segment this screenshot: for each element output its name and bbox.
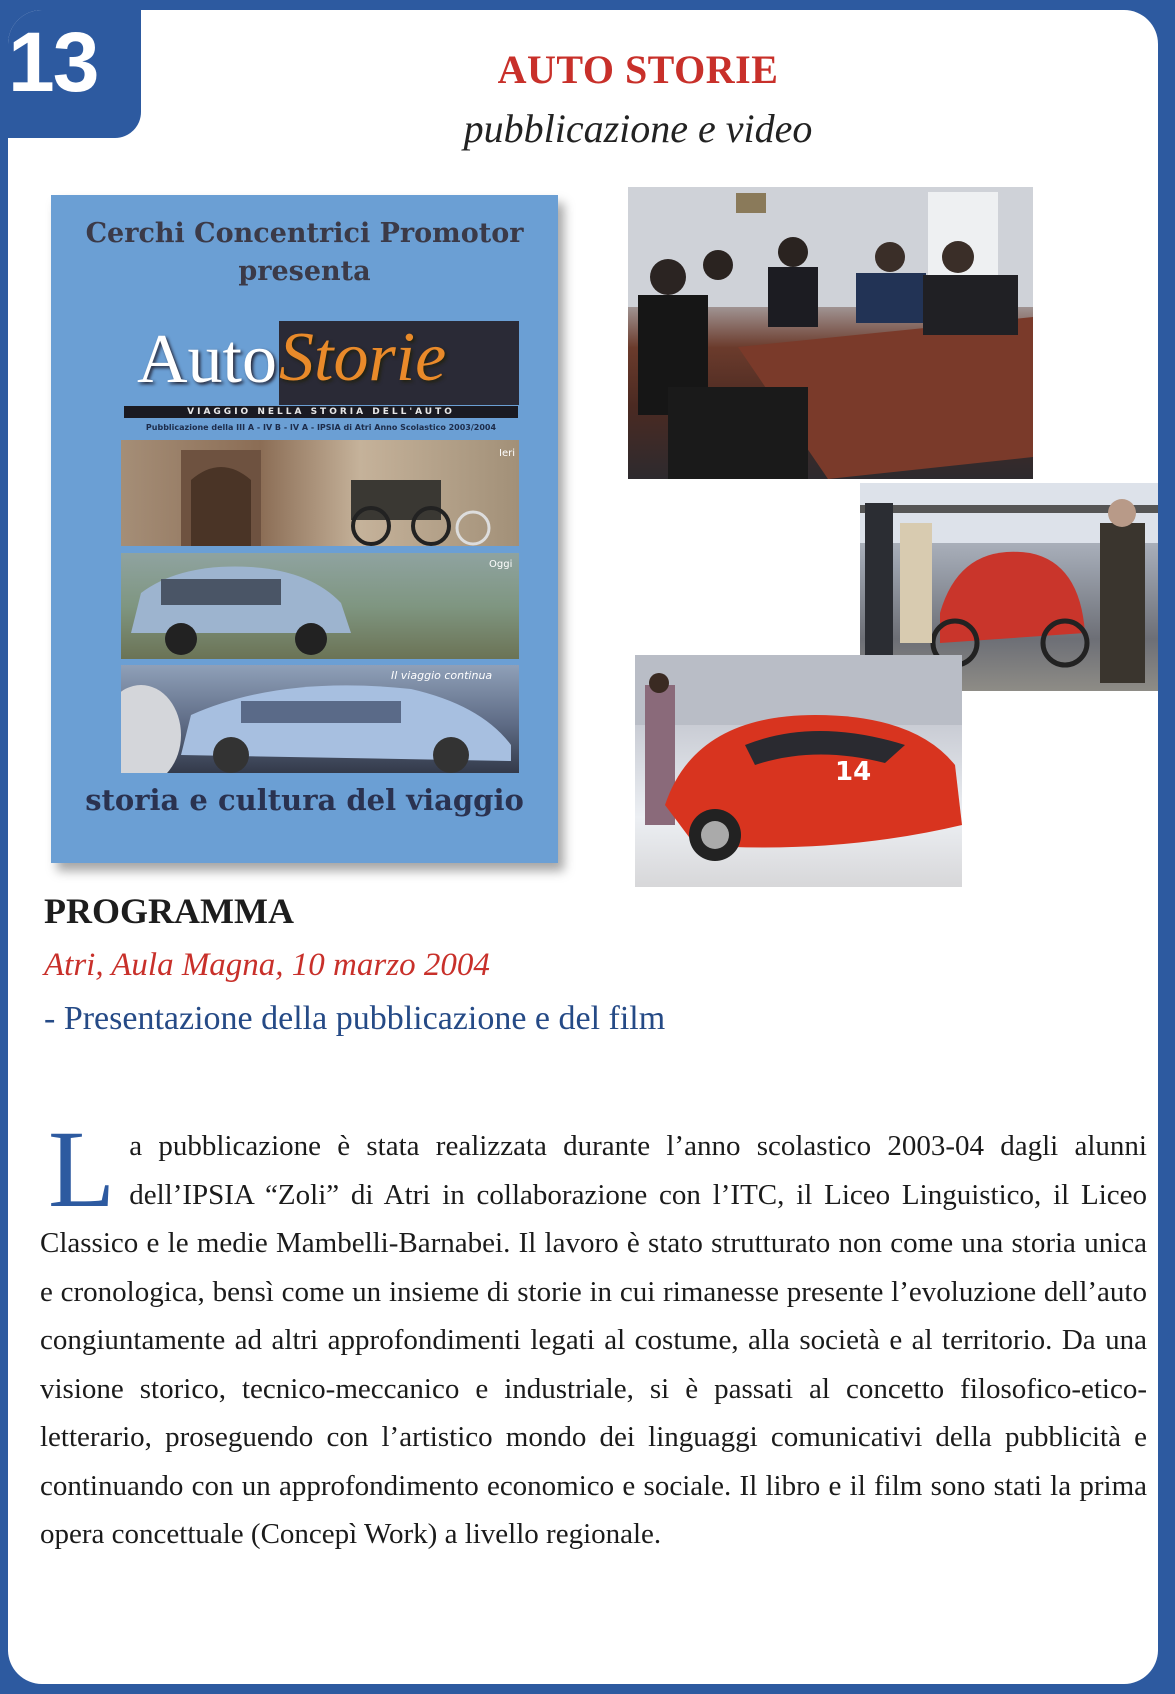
- section-number: 13: [8, 15, 98, 109]
- page-subtitle: pubblicazione e video: [463, 106, 813, 151]
- meeting-room-scene: [628, 187, 1033, 479]
- cover-panel-today: [121, 553, 519, 659]
- ferrari-show-photo: [635, 655, 962, 887]
- book-cover-image: [51, 195, 558, 863]
- page-title: AUTO STORIE: [497, 47, 779, 92]
- panel-label-oggi: Oggi: [489, 559, 513, 570]
- logo-auto-text: Auto: [137, 321, 277, 398]
- vintage-car-illustration: [121, 440, 519, 546]
- article-text: a pubblicazione è stata realizzata durante l’anno scolastico 2003-04 dagli alunni dell’IPSIA “Zoli” di Atri in collaborazione con l’ITC, il Liceo Linguistico, il Liceo Classico e le medie Mambelli-Barnabei. Il lavoro è stato strutturato non come una storia unica e cronologica, bensì come un insieme di storie in cui rimanesse presente l’evoluzione dell’auto congiuntamente ad altri approfondimenti legati al costume, alla società e al territorio. Da una visione storico, tecnico-meccanico e industriale, si è passati al concetto filosofico-etico-letterario, proseguendo con l’artistico mondo dei linguaggi comunicativi della pubblicità e continuando con un approfondimento economico e sociale. Il libro e il film sono stati la prima opera concettuale (Concepì Work) a livello regionale.: [40, 1130, 1147, 1550]
- cover-band-text: VIAGGIO NELLA STORIA DELL'AUTO: [124, 406, 518, 418]
- cover-publisher-line: Cerchi Concentrici Promotor: [85, 218, 524, 249]
- concept-car-illustration: [121, 665, 519, 773]
- cover-tagline: storia e cultura del viaggio: [85, 783, 524, 817]
- panel-label-future: Il viaggio continua: [391, 669, 493, 682]
- program-item: - Presentazione della pubblicazione e del film: [44, 1000, 666, 1037]
- section-number-badge: [8, 10, 141, 138]
- meeting-room-photo: [628, 187, 1033, 479]
- panel-label-ieri: Ieri: [499, 448, 515, 459]
- article-body: [40, 1108, 1147, 1559]
- program-place-date: Atri, Aula Magna, 10 marzo 2004: [44, 947, 490, 983]
- logo-storie-text: Storie: [279, 319, 447, 396]
- svg-text:14: 14: [835, 757, 872, 787]
- cover-sub-band-text: Pubblicazione della III A - IV B - IV A - IPSIA di Atri Anno Scolastico 2003/2004: [145, 423, 497, 432]
- ferrari-show-scene: [635, 655, 962, 887]
- page-frame: [8, 10, 1158, 1684]
- cover-panel-future: [121, 665, 519, 773]
- cover-presents-line: presenta: [238, 256, 371, 287]
- modern-car-illustration: [121, 553, 519, 659]
- program-heading: PROGRAMMA: [44, 891, 294, 931]
- drop-cap: L: [48, 1108, 116, 1230]
- cover-logo: [129, 313, 519, 405]
- cover-panel-yesterday: [121, 440, 519, 546]
- cover-publisher-text: [51, 215, 558, 291]
